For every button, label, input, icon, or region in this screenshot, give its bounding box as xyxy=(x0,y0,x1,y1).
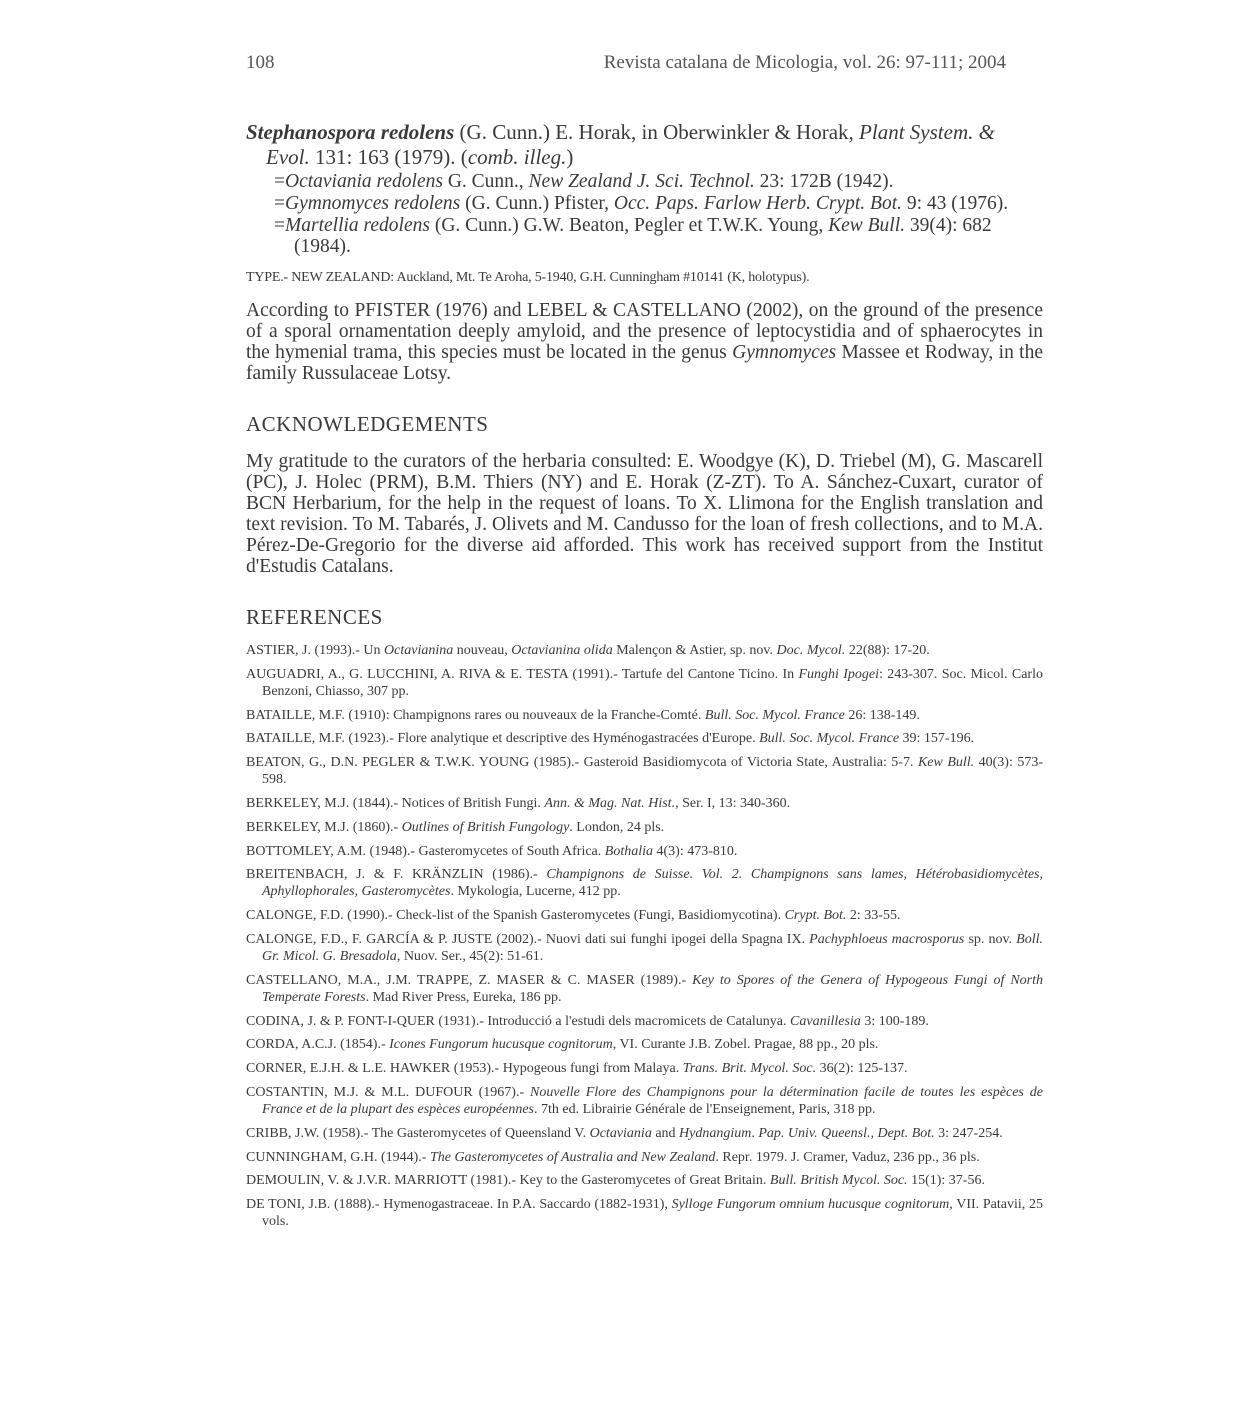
ref-text: CODINA, J. & P. FONT-I-QUER (1931).- Introducció a l'estudi dels macromicets de Catalunya. xyxy=(246,1013,791,1029)
ref-text: 2: 33-55. xyxy=(846,908,901,924)
page-content xyxy=(246,120,1043,1230)
species-binomial: Stephanospora redolens xyxy=(246,120,455,144)
synonym-citation: 9: 43 (1976). xyxy=(902,193,1009,214)
ref-italic: Key to Spores of the Genera of Hypogeous Fungi of North Temperate Forests xyxy=(262,972,1043,1005)
synonym-name: Gymnomyces redolens xyxy=(285,193,461,214)
ref-text: DEMOULIN, V. & J.V.R. MARRIOTT (1981).- Key to the Gasteromycetes of Great Britain. xyxy=(246,1173,770,1189)
ref-italic: Sylloge Fungorum omnium hucusque cognitorum xyxy=(671,1197,950,1213)
species-status-close: ) xyxy=(566,145,574,169)
ref-text: . Mad River Press, Eureka, 186 pp. xyxy=(365,989,562,1005)
ref-text: . Mykologia, Lucerne, 412 pp. xyxy=(450,884,621,900)
ref-text: 4(3): 473-810. xyxy=(653,843,738,859)
reference-item xyxy=(246,666,1043,700)
synonym-prefix: = xyxy=(274,193,285,214)
ref-italic: Pap. Univ. Queensl., Dept. Bot. xyxy=(758,1125,935,1141)
ref-text: BATAILLE, M.F. (1923).- Flore analytique et descriptive des Hyménogastracées d'Europe. xyxy=(246,731,760,747)
reference-item xyxy=(246,754,1043,788)
ref-italic: Doc. Mycol. xyxy=(776,643,846,658)
synonym-author: (G. Cunn.) G.W. Beaton, Pegler et T.W.K. Young, xyxy=(429,215,829,236)
ref-italic: Octavianina olida xyxy=(511,643,613,658)
ref-text: CALONGE, F.D., F. GARCÍA & P. JUSTE (2002).- Nuovi dati sui funghi ipogei della Spagna IX. xyxy=(246,931,810,947)
synonym-prefix: = xyxy=(274,171,285,192)
ref-italic: Funghi Ipogei xyxy=(798,666,880,682)
ref-text: CORDA, A.C.J. (1854).- xyxy=(246,1037,390,1053)
species-title xyxy=(246,120,1043,170)
species-journal: Plant System. & Evol. xyxy=(266,120,995,169)
ref-text: , VI. Curante J.B. Zobel. Pragae, 88 pp., 20 pls. xyxy=(612,1037,879,1053)
ref-text: 3: 247-254. xyxy=(934,1125,1003,1141)
ref-text: 3: 100-189. xyxy=(860,1013,929,1029)
reference-item xyxy=(246,1013,1043,1030)
synonym-citation: 23: 172B (1942). xyxy=(754,171,894,192)
ref-italic: Octavianina xyxy=(384,643,454,658)
reference-item xyxy=(246,931,1043,965)
reference-item xyxy=(246,907,1043,924)
synonym-journal: New Zealand J. Sci. Technol. xyxy=(528,171,755,192)
ref-italic: Outlines of British Fungology xyxy=(401,819,570,835)
reference-item xyxy=(246,972,1043,1006)
ref-text: 15(1): 37-56. xyxy=(907,1173,985,1189)
journal-running-title: Revista catalana de Micologia, vol. 26: 97-111; 2004 xyxy=(603,52,1006,73)
reference-item xyxy=(246,1060,1043,1077)
ref-italic: Bull. British Mycol. Soc. xyxy=(769,1173,908,1189)
synonym-journal: Occ. Paps. Farlow Herb. Crypt. Bot. xyxy=(613,193,902,214)
ref-italic: Ann. & Mag. Nat. Hist. xyxy=(544,795,676,811)
species-authority: (G. Cunn.) E. Horak, in Oberwinkler & Horak, xyxy=(454,120,860,144)
ref-text: Malençon & Astier, sp. nov. xyxy=(612,643,777,658)
reference-item xyxy=(246,730,1043,747)
ref-italic: Pachyphloeus macrosporus xyxy=(809,931,965,947)
reference-list xyxy=(246,642,1043,1230)
ref-text: sp. nov. xyxy=(964,931,1017,947)
ref-italic: Trans. Brit. Mycol. Soc. xyxy=(682,1061,817,1077)
ref-text: , Ser. I, 13: 340-360. xyxy=(675,795,791,811)
ref-text: nouveau, xyxy=(453,643,512,658)
type-specimen: TYPE.- NEW ZEALAND: Auckland, Mt. Te Aroha, 5-1940, G.H. Cunningham #10141 (K, holotypus). xyxy=(246,270,810,285)
ref-text: CUNNINGHAM, G.H. (1944).- xyxy=(246,1149,430,1165)
ref-text: . Repr. 1979. J. Cramer, Vaduz, 236 pp., 36 pls. xyxy=(715,1149,980,1165)
discussion-text-end: Massee et Rodway, in the family Russulaceae Lotsy. xyxy=(246,342,1043,384)
ref-italic: Nouvelle Flore des Champignons pour la détermination facile de toutes les espèces de France et de la plupart des espèces européennes xyxy=(262,1084,1043,1117)
ref-text: 36(2): 125-137. xyxy=(816,1061,908,1077)
reference-item xyxy=(246,1149,1043,1166)
ref-text: DE TONI, J.B. (1888).- Hymenogastraceae. In P.A. Saccardo (1882-1931), xyxy=(246,1197,672,1213)
ref-text: 40(3): 573-598. xyxy=(262,755,1043,788)
ref-text: BOTTOMLEY, A.M. (1948).- Gasteromycetes of South Africa. xyxy=(246,843,605,859)
ref-text: . xyxy=(751,1125,759,1141)
ref-text: . 7th ed. Librairie Générale de l'Enseignement, Paris, 318 pp. xyxy=(534,1101,876,1117)
running-head xyxy=(246,52,1006,80)
reference-item xyxy=(246,1196,1043,1230)
ref-italic: Champignons de Suisse. Vol. 2. Champignons sans lames, Hétérobasidiomycètes, Aphyllophorales, Gasteromycètes xyxy=(262,867,1043,900)
ref-text: : 243-307. Soc. Micol. Carlo Benzoni, Chiasso, 307 pp. xyxy=(262,666,1043,699)
discussion-genus: Gymnomyces xyxy=(732,342,837,363)
ref-italic: Bothalia xyxy=(604,843,653,859)
ref-italic: Boll. Gr. Micol. G. Bresadola xyxy=(262,931,1043,964)
reference-item xyxy=(246,1036,1043,1053)
species-status: comb. illeg. xyxy=(467,145,567,169)
discussion-text: According to PFISTER (1976) and LEBEL & CASTELLANO (2002), on the ground of the presence of a sporal ornamentation deeply amyloid, and the presence of leptocystidia and of sphaerocytes in the hymenial trama, this species must be located in the genus xyxy=(246,300,1043,363)
species-entry xyxy=(246,120,1043,288)
page-number: 108 xyxy=(246,52,275,73)
synonym-citation: 39(4): 682 (1984). xyxy=(294,215,992,257)
ref-italic: Bull. Soc. Mycol. France xyxy=(704,707,845,723)
ref-italic: Hydnangium xyxy=(679,1125,752,1141)
ref-italic: Crypt. Bot. xyxy=(784,908,847,924)
ref-text: BATAILLE, M.F. (1910): Champignons rares ou nouveaux de la Franche-Comté. xyxy=(246,707,705,723)
ref-text: BREITENBACH, J. & F. KRÄNZLIN (1986).- xyxy=(246,867,547,883)
ref-text: CALONGE, F.D. (1990).- Check-list of the Spanish Gasteromycetes (Fungi, Basidiomycotina). xyxy=(246,908,785,924)
reference-item xyxy=(246,1125,1043,1142)
synonym-journal: Kew Bull. xyxy=(828,215,906,236)
synonym-line xyxy=(246,215,1043,257)
synonym-name: Martellia redolens xyxy=(285,215,430,236)
reference-item xyxy=(246,795,1043,812)
ref-text: BEATON, G., D.N. PEGLER & T.W.K. YOUNG (1985).- Gasteroid Basidiomycota of Victoria State, Australia: 5-7. xyxy=(246,755,918,771)
synonym-line xyxy=(246,193,1043,214)
ref-italic: Kew Bull. xyxy=(917,755,975,771)
ref-text: . London, 24 pls. xyxy=(569,819,665,835)
reference-item xyxy=(246,843,1043,860)
acknowledgements-paragraph: My gratitude to the curators of the herbaria consulted: E. Woodgye (K), D. Triebel (M), G. Mascarell (PC), J. Holec (PRM), B.M. Thiers (NY) and E. Horak (Z-ZT). To A. Sánchez-Cuxart, curator of BCN Herbarium, for the help in the request of loans. To X. Llimona for the English translation and text revision. To M. Tabarés, J. Olivets and M. Candusso for the loan of fresh collections, and to M.A. Pérez-De-Gregorio for the diverse aid afforded. This work has received support from the Institut d'Estudis Catalans. xyxy=(246,451,1043,577)
ref-text: ASTIER, J. (1993).- Un xyxy=(246,643,385,658)
reference-item xyxy=(246,707,1043,724)
ref-text: CORNER, E.J.H. & L.E. HAWKER (1953).- Hypogeous fungi from Malaya. xyxy=(246,1061,683,1077)
reference-item xyxy=(246,1172,1043,1189)
ref-text: 39: 157-196. xyxy=(899,731,975,747)
species-citation: 131: 163 (1979). ( xyxy=(309,145,468,169)
reference-item xyxy=(246,1084,1043,1118)
ref-italic: Cavanillesia xyxy=(790,1013,861,1029)
ref-italic: The Gasteromycetes of Australia and New Zealand xyxy=(429,1149,716,1165)
discussion-paragraph xyxy=(246,300,1043,384)
ref-text: 22(88): 17-20. xyxy=(845,643,930,658)
reference-item xyxy=(246,642,1043,659)
ref-italic: Octaviania xyxy=(589,1125,652,1141)
ref-text: CASTELLANO, M.A., J.M. TRAPPE, Z. MASER & C. MASER (1989).- xyxy=(246,972,693,988)
synonym-author: G. Cunn., xyxy=(442,171,529,192)
ref-text: , Nuov. Ser., 45(2): 51-61. xyxy=(396,948,544,964)
synonym-line xyxy=(246,171,1043,192)
ref-text: BERKELEY, M.J. (1860).- xyxy=(246,819,402,835)
acknowledgements-heading: ACKNOWLEDGEMENTS xyxy=(246,412,489,436)
synonym-author: (G. Cunn.) Pfister, xyxy=(460,193,614,214)
ref-italic: Bull. Soc. Mycol. France xyxy=(759,731,900,747)
synonym-prefix: = xyxy=(274,215,285,236)
reference-item xyxy=(246,866,1043,900)
ref-text: BERKELEY, M.J. (1844).- Notices of British Fungi. xyxy=(246,795,545,811)
reference-item xyxy=(246,819,1043,836)
ref-text: AUGUADRI, A., G. LUCCHINI, A. RIVA & E. TESTA (1991).- Tartufe del Cantone Ticino. In xyxy=(246,666,799,682)
ref-text: , VII. Patavii, 25 vols. xyxy=(262,1197,1043,1230)
ref-italic: Icones Fungorum hucusque cognitorum xyxy=(389,1037,613,1053)
ref-text: and xyxy=(651,1125,680,1141)
synonym-name: Octaviania redolens xyxy=(285,171,443,192)
references-heading: REFERENCES xyxy=(246,605,383,629)
ref-text: 26: 138-149. xyxy=(844,707,920,723)
ref-text: CRIBB, J.W. (1958).- The Gasteromycetes of Queensland V. xyxy=(246,1125,590,1141)
ref-text: COSTANTIN, M.J. & M.L. DUFOUR (1967).- xyxy=(246,1084,531,1100)
